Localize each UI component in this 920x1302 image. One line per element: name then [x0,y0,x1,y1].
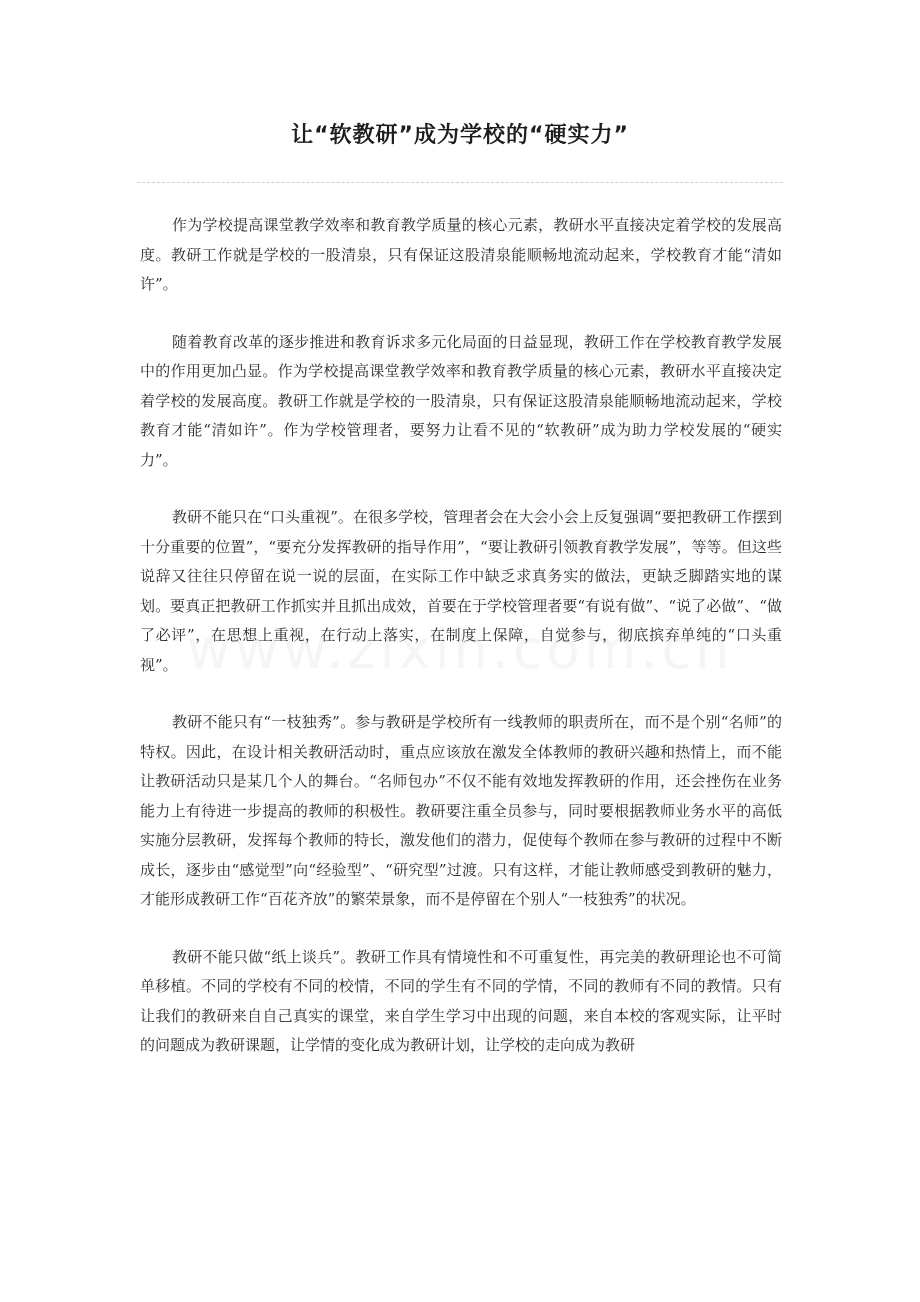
paragraph: 随着教育改革的逐步推进和教育诉求多元化局面的日益显现，教研工作在学校教育教学发展中的作用更加凸显。作为学校提高课堂教学效率和教育教学质量的核心元素，教研水平直接决定着学校的发展高度。教研工作就是学校的一股清泉，只有保证这股清泉能顺畅地流动起来，学校教育才能“清如许”。作为学校管理者，要努力让看不见的“软教研”成为助力学校发展的“硬实力”。 [140,332,782,469]
paragraph: 教研不能只在“口头重视”。在很多学校，管理者会在大会小会上反复强调“要把教研工作摆到十分重要的位置”，“要充分发挥教研的指导作用”，“要让教研引领教育教学发展”，等等。但这些说辞又往往只停留在说一说的层面，在实际工作中缺乏求真务实的做法，更缺乏脚踏实地的谋划。要真正把教研工作抓实并且抓出成效，首要在于学校管理者要“有说有做”、“说了必做”、“做了必评”，在思想上重视，在行动上落实，在制度上保障，自觉参与，彻底摈弃单纯的“口头重视”。 [140,508,782,674]
paragraph: 作为学校提高课堂教学效率和教育教学质量的核心元素，教研水平直接决定着学校的发展高度。教研工作就是学校的一股清泉，只有保证这股清泉能顺畅地流动起来，学校教育才能“清如许”。 [140,216,782,293]
paragraph: 教研不能只有“一枝独秀”。参与教研是学校所有一线教师的职责所在，而不是个别“名师”的特权。因此，在设计相关教研活动时，重点应该放在激发全体教师的教研兴趣和热情上，而不能让教研活动只是某几个人的舞台。“名师包办”不仅不能有效地发挥教研的作用，还会挫伤在业务能力上有待进一步提高的教师的积极性。教研要注重全员参与，同时要根据教师业务水平的高低实施分层教研，发挥每个教师的特长，激发他们的潜力，促使每个教师在参与教研的过程中不断成长，逐步由“感觉型”向“经验型”、“研究型”过渡。只有这样，才能让教师感受到教研的魅力，才能形成教研工作“百花齐放”的繁荣景象，而不是停留在个别人“一枝独秀”的状况。 [140,713,782,908]
paragraph: 教研不能只做“纸上谈兵”。教研工作具有情境性和不可重复性，再完美的教研理论也不可简单移植。不同的学校有不同的校情，不同的学生有不同的学情，不同的教师有不同的教情。只有让我们的教研来自自己真实的课堂，来自学生学习中出现的问题，来自本校的客观实际，让平时的问题成为教研课题，让学情的变化成为教研计划，让学校的走向成为教研 [140,947,782,1054]
title-divider [137,182,783,183]
article-title: 让“软教研”成为学校的“硬实力” [291,123,629,148]
article-body [140,211,782,1089]
